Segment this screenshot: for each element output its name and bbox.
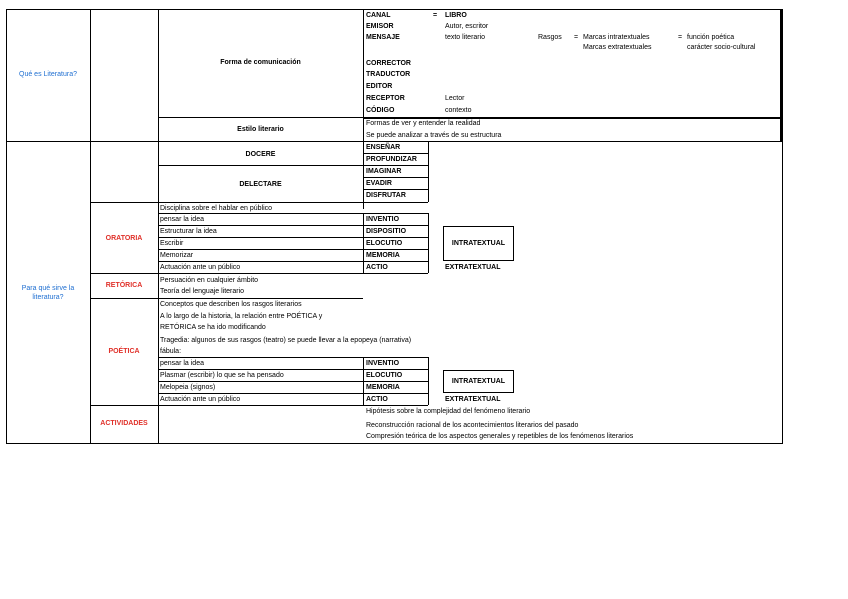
orat-row-2	[158, 237, 428, 238]
poetica-intratextual: INTRATEXTUAL	[451, 378, 506, 385]
docere-item: PROFUNDIZAR	[366, 156, 417, 163]
poet-row-0	[158, 357, 428, 358]
poetica-label: POÉTICA	[108, 348, 140, 355]
rasgos-eq: =	[574, 34, 579, 41]
codigo-val: contexto	[445, 107, 472, 114]
row-sep-oratoria	[90, 273, 428, 274]
caracter-socio: carácter socio-cultural	[687, 44, 756, 51]
row-sep-forma	[158, 117, 363, 118]
col-sep-3a	[363, 9, 364, 209]
comm-box-right	[780, 9, 782, 141]
receptor-val: Lector	[445, 95, 465, 102]
funcion-eq: =	[678, 34, 683, 41]
oratoria-row-val: MEMORIA	[366, 252, 400, 259]
oratoria-row-val: INVENTIO	[366, 216, 400, 223]
canal-eq: =	[433, 12, 438, 19]
poetica-line: RETÓRICA se ha ido modificando	[160, 324, 266, 331]
actividad-line: Reconstrucción racional de los acontecimientos literarios del pasado	[366, 422, 579, 429]
forma-comunicacion: Forma de comunicación	[220, 59, 301, 66]
orat-row-0	[158, 213, 428, 214]
para-que-sirve-1: Para qué sirve la	[21, 285, 75, 292]
codigo: CÓDIGO	[366, 107, 395, 114]
delectare-item: DISFRUTAR	[366, 192, 406, 199]
poetica-row-label: pensar la idea	[160, 360, 204, 367]
oratoria-row-val: ACTIO	[366, 264, 388, 271]
estilo-line-2: Se puede analizar a través de su estructura	[366, 132, 502, 139]
poetica-row-val: ACTIO	[366, 396, 388, 403]
oratoria-row-label: pensar la idea	[160, 216, 204, 223]
estilo-line-1: Formas de ver y entender la realidad	[366, 120, 481, 127]
oratoria-intro: Disciplina sobre el hablar en público	[160, 205, 273, 212]
col-sep-1	[90, 9, 91, 444]
poetica-row-val: INVENTIO	[366, 360, 400, 367]
marcas-intra: Marcas intratextuales	[583, 34, 650, 41]
delectare: DELECTARE	[239, 181, 282, 188]
poet-row-2	[158, 381, 428, 382]
row-sep-poetica	[90, 405, 428, 406]
oratoria-row-label: Estructurar la idea	[160, 228, 217, 235]
row-sep-main	[6, 141, 783, 142]
poetica-row-label: Melopeia (signos)	[160, 384, 216, 391]
marcas-extra: Marcas extratextuales	[583, 44, 652, 51]
oratoria-row-val: DISPOSITIO	[366, 228, 407, 235]
oratoria-label: ORATORIA	[105, 235, 143, 242]
orat-row-4	[158, 261, 428, 262]
rasgos: Rasgos	[538, 34, 562, 41]
funcion-poetica: función poética	[687, 34, 735, 41]
col-sep-5b	[428, 357, 429, 405]
outer-top	[6, 9, 783, 10]
oratoria-row-label: Actuación ante un público	[160, 264, 241, 271]
poet-row-1	[158, 369, 428, 370]
col-sep-5a	[428, 213, 429, 273]
poetica-line: Tragedia: algunos de sus rasgos (teatro) se puede llevar a la epopeya (narrativa)	[160, 337, 412, 344]
orat-row-3	[158, 249, 428, 250]
oratoria-extratextual: EXTRATEXTUAL	[445, 264, 501, 271]
poet-row-3	[158, 393, 428, 394]
poetica-line: fábula:	[160, 348, 182, 355]
delectare-item: IMAGINAR	[366, 168, 402, 175]
delectare-row-2	[363, 189, 428, 190]
que-es-literatura: Qué es Literatura?	[19, 71, 77, 78]
outer-bottom	[6, 443, 783, 444]
poetica-row-val: MEMORIA	[366, 384, 400, 391]
orat-row-1	[158, 225, 428, 226]
row-sep-retorica	[90, 298, 363, 299]
receptor: RECEPTOR	[366, 95, 405, 102]
outer-right	[782, 9, 783, 444]
row-sep-docere	[158, 165, 363, 166]
poetica-row-val: ELOCUTIO	[366, 372, 403, 379]
poetica-line: A lo largo de la historia, la relación entre POÉTICA y	[160, 313, 323, 320]
emisor-val: Autor, escritor	[445, 23, 489, 30]
retorica-line: Persuación en cualquier ámbito	[160, 277, 259, 284]
retorica-line: Teoría del lenguaje literario	[160, 288, 245, 295]
actividad-line: Hipótesis sobre la complejidad del fenómeno literario	[366, 408, 531, 415]
traductor: TRADUCTOR	[366, 71, 411, 78]
libro: LIBRO	[445, 12, 467, 19]
corrector: CORRECTOR	[366, 60, 411, 67]
retorica-label: RETÓRICA	[105, 282, 143, 289]
estilo-literario: Estilo literario	[237, 126, 284, 133]
mensaje-val: texto literario	[445, 34, 486, 41]
poetica-extratextual: EXTRATEXTUAL	[445, 396, 501, 403]
oratoria-row-label: Memorizar	[160, 252, 194, 259]
para-que-sirve-2: literatura?	[32, 294, 64, 301]
delectare-item: EVADIR	[366, 180, 392, 187]
col-sep-4	[428, 141, 429, 202]
poetica-row-label: Actuación ante un público	[160, 396, 241, 403]
col-sep-2	[158, 9, 159, 444]
docere-item: ENSEÑAR	[366, 144, 401, 151]
oratoria-row-label: Escribir	[160, 240, 184, 247]
col-sep-3b	[363, 213, 364, 273]
docere: DOCERE	[245, 151, 276, 158]
row-sep-delectare	[90, 202, 428, 203]
oratoria-row-val: ELOCUTIO	[366, 240, 403, 247]
poetica-row-label: Plasmar (escribir) lo que se ha pensado	[160, 372, 284, 379]
docere-row-2	[363, 165, 428, 166]
editor: EDITOR	[366, 83, 393, 90]
mensaje: MENSAJE	[366, 34, 400, 41]
oratoria-intratextual: INTRATEXTUAL	[451, 240, 506, 247]
poetica-line: Conceptos que describen los rasgos literarios	[160, 301, 302, 308]
actividades-label: ACTIVIDADES	[100, 420, 148, 427]
emisor: EMISOR	[366, 23, 394, 30]
canal: CANAL	[366, 12, 391, 19]
actividad-line: Compresión teórica de los aspectos generales y repetibles de los fenómenos literarios	[366, 433, 634, 440]
delectare-row-1	[363, 177, 428, 178]
docere-row-1	[363, 153, 428, 154]
